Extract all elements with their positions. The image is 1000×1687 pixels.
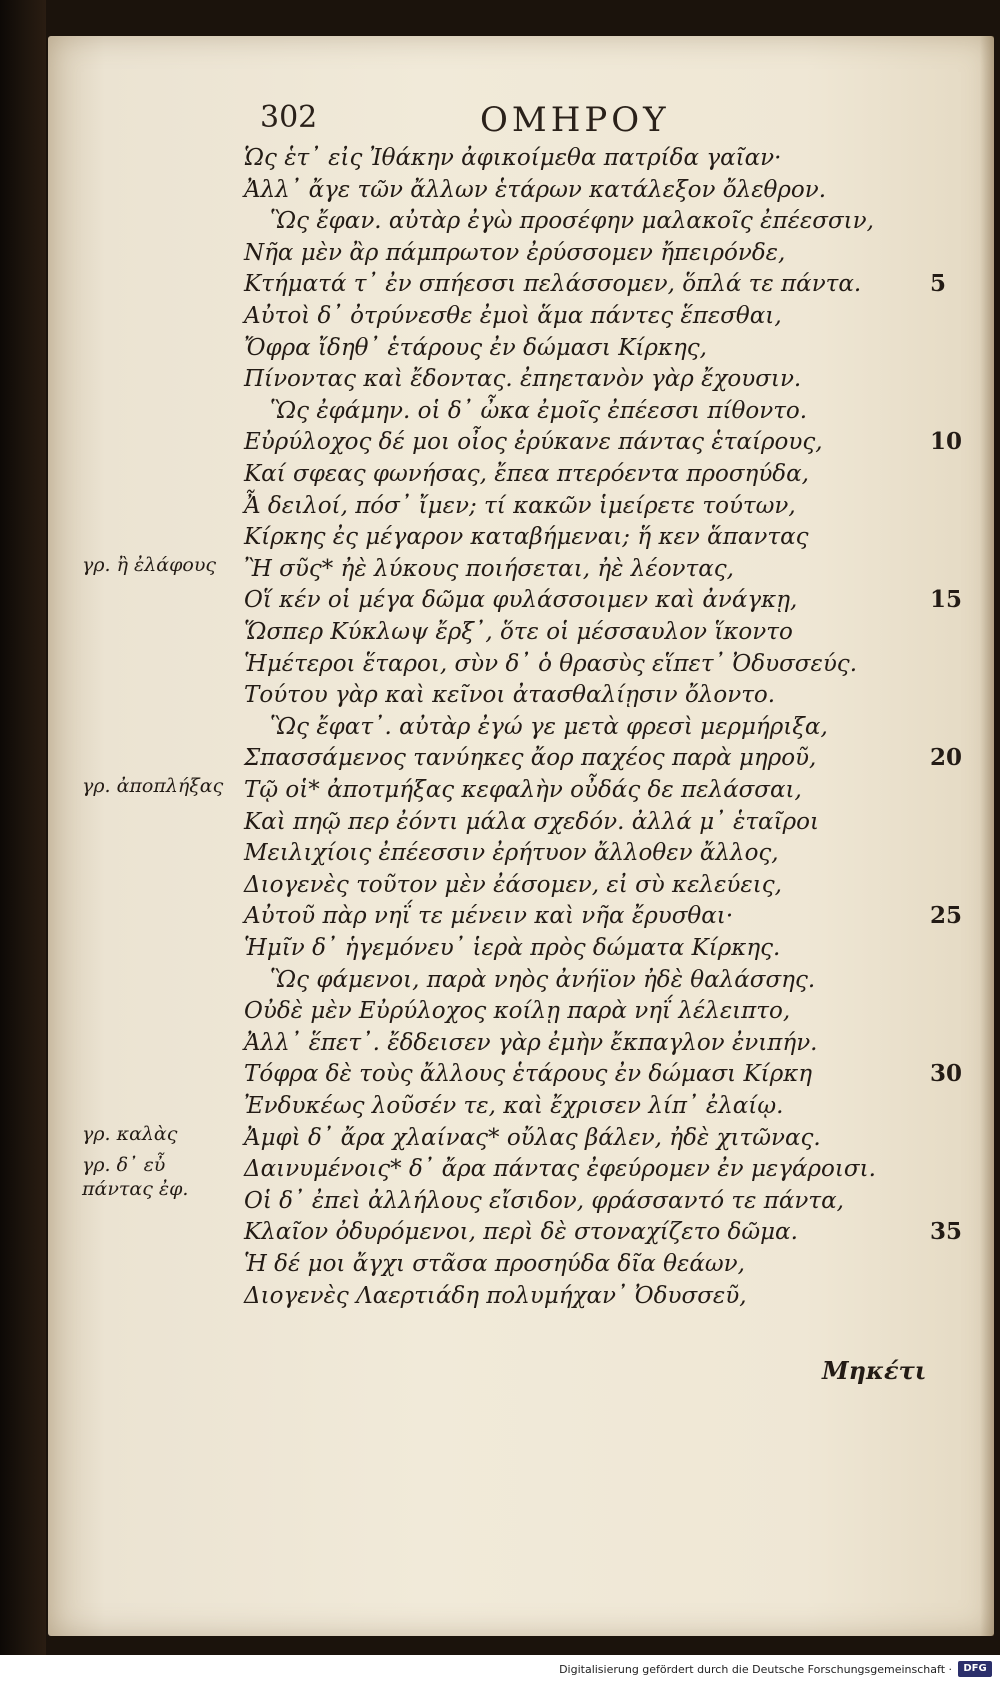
verse-text: Ἆ δειλοί, πόσ᾽ ἴμεν; τί κακῶν ἱμείρετε τούτων, — [244, 492, 796, 519]
verse-line — [48, 774, 994, 806]
verse-text: Ἡμέτεροι ἕταροι, σὺν δ᾽ ὁ θρασὺς εἵπετ᾽ Ὀδυσσεύς. — [244, 650, 858, 677]
verse-line — [48, 332, 994, 364]
verse-text: Εὐρύλοχος δέ μοι οἶος ἐρύκανε πάντας ἑταίρους, — [244, 429, 823, 456]
verse-line — [48, 1027, 994, 1059]
verse-text: Κίρκης ἐς μέγαρον καταβήμεναι; ἥ κεν ἅπαντας — [244, 524, 809, 551]
verse-line — [48, 300, 994, 332]
verse-text: Ὣς φάμενοι, παρὰ νηὸς ἀνήϊον ἠδὲ θαλάσσης. — [270, 966, 816, 993]
verse-text: Ὡς ἑτ᾽ εἰς Ἰθάκην ἀφικοίμεθα πατρίδα γαῖαν· — [244, 145, 782, 171]
verse-line — [48, 426, 994, 458]
verse-text: Τῷ οἱ* ἀποτμήξας κεφαλὴν οὖδάς δε πελάσσαι, — [244, 777, 802, 803]
verse-text: Οἵ κέν οἱ μέγα δῶμα φυλάσσοιμεν καὶ ἀνάγκῃ, — [244, 587, 798, 614]
verse-text: Μειλιχίοις ἐπέεσσιν ἐρήτυον ἄλλοθεν ἄλλος, — [244, 840, 779, 867]
verse-line — [48, 205, 994, 237]
verse-line — [48, 1216, 994, 1248]
verse-line — [48, 616, 994, 648]
line-number: 30 — [930, 1060, 963, 1088]
book-page — [48, 36, 994, 1636]
line-number: 35 — [930, 1218, 963, 1246]
book-binding — [0, 0, 46, 1655]
verse-text: Ἡμῖν δ᾽ ἡγεμόνευ᾽ ἱερὰ πρὸς δώματα Κίρκης. — [244, 935, 781, 961]
marginal-variant-note: γρ. καλὰς — [82, 1122, 178, 1145]
running-head: ΟΜΗΡΟΥ — [480, 100, 670, 140]
verse-text: Κλαῖον ὀδυρόμενοι, περὶ δὲ στοναχίζετο δῶμα. — [244, 1219, 798, 1246]
verse-text: Ὣς ἐφάμην. οἱ δ᾽ ὦκα ἐμοῖς ἐπέεσσι πίθοντο. — [270, 397, 808, 424]
verse-text: Οὐδὲ μὲν Εὐρύλοχος κοίλῃ παρὰ νηΐ λέλειπτο, — [244, 998, 791, 1025]
verse-text: Κτήματά τ᾽ ἐν σπήεσσι πελάσσομεν, ὅπλά τε πάντα. — [244, 271, 862, 298]
verse-line — [48, 711, 994, 743]
verse-line — [48, 869, 994, 901]
verse-line — [48, 142, 994, 174]
verse-text: Πίνοντας καὶ ἔδοντας. ἐπηετανὸν γὰρ ἔχουσιν. — [244, 366, 802, 393]
verse-line — [48, 363, 994, 395]
marginal-variant-note: γρ. ἢ ἐλάφους — [82, 553, 217, 576]
verse-line — [48, 268, 994, 300]
verse-line — [48, 679, 994, 711]
verse-line — [48, 837, 994, 869]
verse-line — [48, 995, 994, 1027]
verse-line — [48, 932, 994, 964]
verse-line — [48, 490, 994, 522]
line-number: 5 — [930, 270, 947, 298]
marginal-variant-note: γρ. ἀποπλήξας — [82, 775, 224, 797]
verse-text: Οἱ δ᾽ ἐπεὶ ἀλλήλους εἴσιδον, φράσσαντό τε πάντα, — [244, 1187, 844, 1214]
page-number: 302 — [260, 100, 318, 135]
verse-text: Ὄφρα ἴδηθ᾽ ἑτάρους ἐν δώμασι Κίρκης, — [244, 334, 707, 361]
footer-credit-text: Digitalisierung gefördert durch die Deutsche Forschungsgemeinschaft · — [559, 1663, 952, 1676]
verse-line — [48, 1090, 994, 1122]
verse-text: Καὶ πηῷ περ ἐόντι μάλα σχεδόν. ἀλλά μ᾽ ἑταῖροι — [244, 808, 819, 835]
line-number: 15 — [930, 586, 963, 614]
verse-line — [48, 1058, 994, 1090]
verse-text: Νῆα μὲν ἂρ πάμπρωτον ἐρύσσομεν ἤπειρόνδε, — [244, 239, 786, 266]
marginal-variant-note: γρ. δ᾽ εὖ πάντας ἐφ. — [82, 1154, 189, 1201]
verse-text: Ἐνδυκέως λοῦσέν τε, καὶ ἔχρισεν λίπ᾽ ἐλαίῳ. — [244, 1093, 784, 1119]
verse-text: Ἀλλ᾽ ἄγε τῶν ἄλλων ἑτάρων κατάλεξον ὄλεθρον. — [244, 176, 827, 203]
verse-line — [48, 174, 994, 206]
catchword: Μηκέτι — [822, 1356, 927, 1385]
verse-text: Ἡ δέ μοι ἄγχι στᾶσα προσηύδα δῖα θεάων, — [244, 1251, 745, 1277]
verse-line — [48, 237, 994, 269]
verse-text: Δαινυμένοις* δ᾽ ἄρα πάντας ἐφεύρομεν ἐν μεγάροισι. — [244, 1156, 876, 1183]
verse-text: Αὐτοὶ δ᾽ ὀτρύνεσθε ἐμοὶ ἅμα πάντες ἕπεσθαι, — [244, 303, 782, 329]
verse-line — [48, 521, 994, 553]
verse-text: Σπασσάμενος τανύηκες ἄορ παχέος παρὰ μηροῦ, — [244, 745, 817, 772]
line-number: 25 — [930, 902, 963, 930]
verse-line — [48, 1185, 994, 1217]
verse-text: Ἀμφὶ δ᾽ ἄρα χλαίνας* οὔλας βάλεν, ἠδὲ χιτῶνας. — [244, 1124, 821, 1151]
verse-line — [48, 742, 994, 774]
verse-line — [48, 1122, 994, 1154]
verse-line — [48, 806, 994, 838]
verse-text: Καί σφεας φωνήσας, ἔπεα πτερόεντα προσηύδα, — [244, 461, 809, 487]
verse-line — [48, 584, 994, 616]
verse-text: Τούτου γὰρ καὶ κεῖνοι ἀτασθαλίῃσιν ὄλοντο. — [244, 682, 776, 709]
line-number: 20 — [930, 744, 963, 772]
verse-text: Διογενὲς Λαερτιάδη πολυμήχαν᾽ Ὀδυσσεῦ, — [244, 1282, 747, 1309]
digitization-footer — [0, 1655, 1000, 1687]
verse-line — [48, 395, 994, 427]
verse-line — [48, 648, 994, 680]
verse-line — [48, 900, 994, 932]
verse-text: Τόφρα δὲ τοὺς ἄλλους ἑτάρους ἐν δώμασι Κίρκη — [244, 1061, 813, 1088]
verse-text: Διογενὲς τοῦτον μὲν ἐάσομεν, εἰ σὺ κελεύεις, — [244, 871, 782, 898]
verse-text: Ὥσπερ Κύκλωψ ἔρξ᾽, ὅτε οἱ μέσσαυλον ἵκοντο — [244, 619, 793, 645]
verse-text: Αὐτοῦ πὰρ νηΐ τε μένειν καὶ νῆα ἔρυσθαι· — [244, 903, 734, 930]
verse-text: Ὣς ἔφατ᾽. αὐτὰρ ἐγώ γε μετὰ φρεσὶ μερμήριξα, — [270, 713, 828, 740]
dfg-logo-icon: DFG — [958, 1661, 992, 1677]
verse-line — [48, 1248, 994, 1280]
verse-line — [48, 1280, 994, 1312]
verse-line — [48, 964, 994, 996]
verse-line — [48, 458, 994, 490]
verse-text: Ἢ σῦς* ἠὲ λύκους ποιήσεται, ἠὲ λέοντας, — [244, 555, 734, 582]
verse-text: Ὣς ἔφαν. αὐτὰρ ἐγὼ προσέφην μαλακοῖς ἐπέεσσιν, — [270, 208, 874, 235]
verse-text: Ἀλλ᾽ ἕπετ᾽. ἔδδεισεν γὰρ ἐμὴν ἔκπαγλον ἐνιπήν. — [244, 1029, 818, 1056]
verse-line — [48, 553, 994, 585]
line-number: 10 — [930, 428, 963, 456]
